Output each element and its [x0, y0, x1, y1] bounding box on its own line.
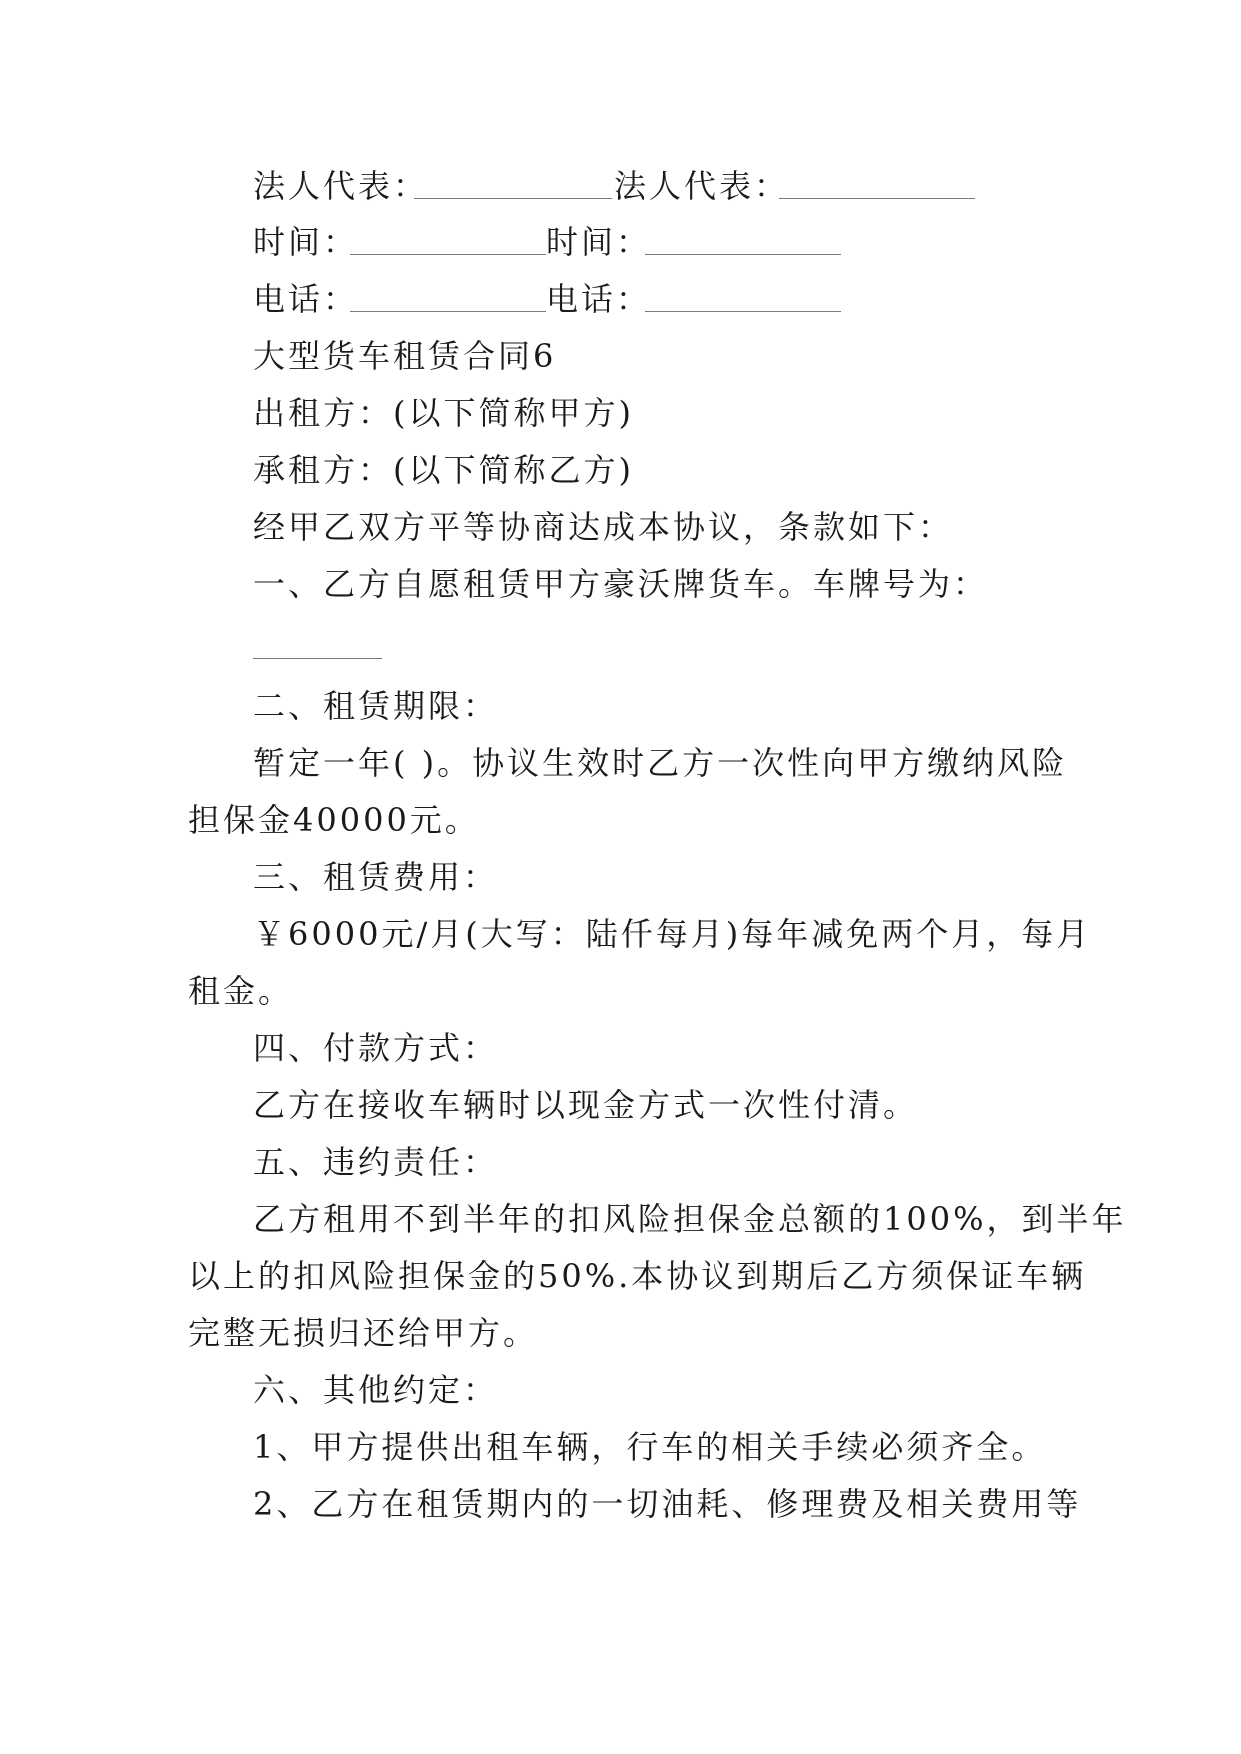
- clause1-line: 一、乙方自愿租赁甲方豪沃牌货车。车牌号为：: [253, 565, 989, 603]
- clause4-line1: 乙方在接收车辆时以现金方式一次性付清。: [253, 1086, 919, 1124]
- legal-rep-blank-a: [414, 198, 612, 199]
- time-blank-b: [645, 254, 841, 255]
- clause6-item2: 2、乙方在租赁期内的一切油耗、修理费及相关费用等: [253, 1485, 1082, 1523]
- lessor-line: 出租方：(以下简称甲方): [253, 394, 634, 432]
- clause6-item1: 1、甲方提供出租车辆，行车的相关手续必须齐全。: [253, 1428, 1047, 1466]
- contract-title: 大型货车租赁合同6: [253, 337, 557, 375]
- clause5-line1: 乙方租用不到半年的扣风险担保金总额的100%，到半年: [253, 1200, 1127, 1238]
- plate-number-blank: [253, 658, 382, 659]
- phone-label-a: 电话：: [253, 280, 359, 318]
- legal-rep-label-a: 法人代表：: [253, 167, 429, 205]
- time-label-b: 时间：: [546, 223, 652, 261]
- clause2-heading: 二、租赁期限：: [253, 687, 499, 725]
- phone-label-b: 电话：: [546, 280, 652, 318]
- clause3-line1: ￥6000元/月(大写：陆仟每月)每年减免两个月，每月: [253, 915, 1092, 953]
- clause3-line2: 租金。: [188, 972, 294, 1010]
- phone-blank-a: [350, 311, 546, 312]
- time-label-a: 时间：: [253, 223, 359, 261]
- clause2-line2: 担保金40000元。: [188, 801, 480, 839]
- intro-line: 经甲乙双方平等协商达成本协议，条款如下：: [253, 508, 954, 546]
- time-blank-a: [350, 254, 546, 255]
- clause4-heading: 四、付款方式：: [253, 1029, 499, 1067]
- clause5-line3: 完整无损归还给甲方。: [188, 1314, 539, 1352]
- phone-blank-b: [645, 311, 841, 312]
- clause2-line1: 暂定一年( )。协议生效时乙方一次性向甲方缴纳风险: [253, 744, 1068, 782]
- legal-rep-label-b: 法人代表：: [614, 167, 790, 205]
- clause6-heading: 六、其他约定：: [253, 1371, 499, 1409]
- lessee-line: 承租方：(以下简称乙方): [253, 451, 634, 489]
- legal-rep-blank-b: [779, 198, 975, 199]
- clause5-heading: 五、违约责任：: [253, 1143, 499, 1181]
- clause5-line2: 以上的扣风险担保金的50%.本协议到期后乙方须保证车辆: [188, 1257, 1087, 1295]
- clause3-heading: 三、租赁费用：: [253, 858, 499, 896]
